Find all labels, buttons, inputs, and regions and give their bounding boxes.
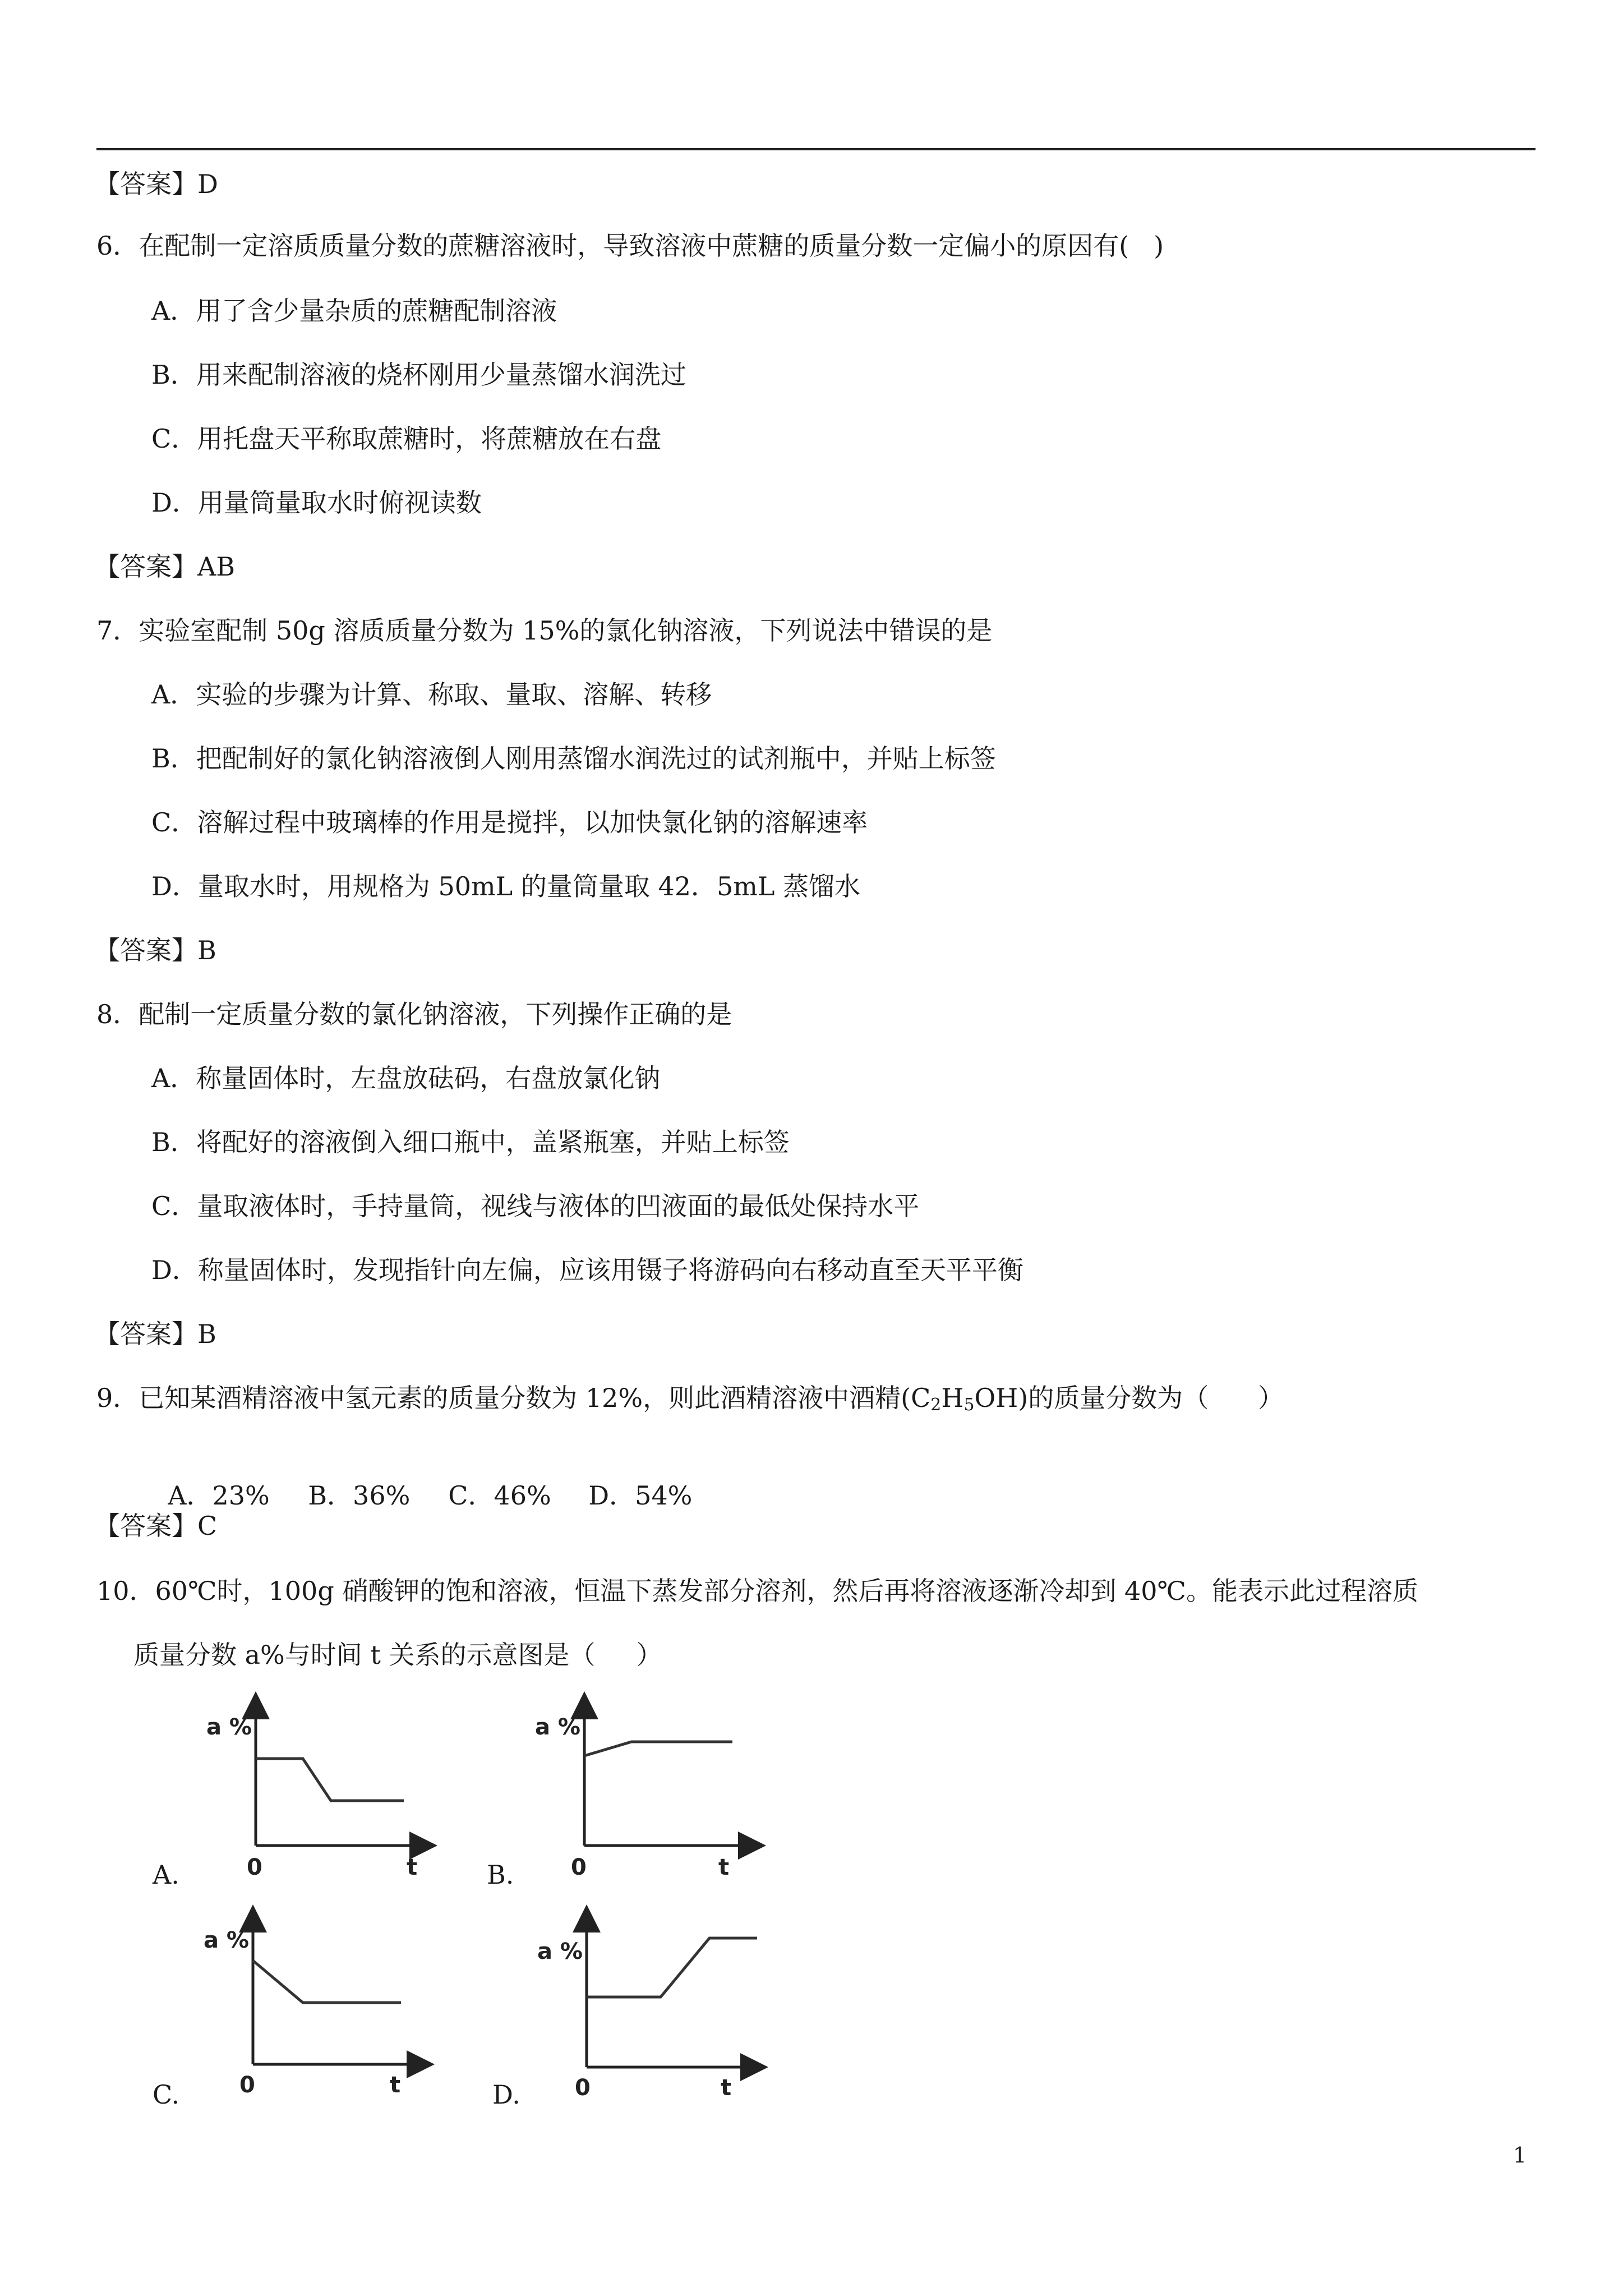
q8-stem: 8．配制一定质量分数的氯化钠溶液，下列操作正确的是 xyxy=(96,999,732,1029)
q10-stem-line1: 10．60℃时，100g 硝酸钾的饱和溶液，恒温下蒸发部分溶剂，然后再将溶液逐渐冷却到 40℃。能表示此过程溶质 xyxy=(96,1576,1419,1606)
chart-a-curve xyxy=(256,1759,404,1801)
q9-stem xyxy=(96,1381,1284,1415)
q6-option-d: D．用量筒量取水时俯视读数 xyxy=(151,487,482,518)
q6-answer: 【答案】AB xyxy=(94,551,236,582)
q9-sub2: 5 xyxy=(963,1395,975,1415)
chart-b-curve xyxy=(584,1742,732,1756)
chart-d-origin: 0 xyxy=(575,2075,591,2101)
q8-option-b: B．将配好的溶液倒入细口瓶中，盖紧瓶塞，并贴上标签 xyxy=(151,1127,790,1157)
q9-option-a: A．23% xyxy=(168,1480,270,1511)
chart-c-ylabel: a % xyxy=(204,1927,249,1953)
q9-stem-after: OH)的质量分数为（ ） xyxy=(974,1383,1284,1413)
chart-d-curve xyxy=(587,1938,757,1997)
q9-option-c: C．46% xyxy=(448,1480,551,1511)
q9-option-b: B．36% xyxy=(308,1480,411,1511)
q9-option-d: D．54% xyxy=(588,1480,693,1511)
q6-option-a: A．用了含少量杂质的蔗糖配制溶液 xyxy=(151,296,557,326)
page-number: 1 xyxy=(1513,2143,1527,2168)
q9-options xyxy=(151,1445,692,1512)
chart-c-curve xyxy=(253,1961,401,2003)
chart-a-letter: A. xyxy=(153,1860,179,1890)
header-rule xyxy=(96,148,1536,150)
chart-a-ylabel: a % xyxy=(206,1714,252,1740)
chart-a-origin: 0 xyxy=(247,1855,262,1880)
q7-stem: 7．实验室配制 50g 溶质质量分数为 15%的氯化钠溶液，下列说法中错误的是 xyxy=(96,615,993,646)
q8-answer: 【答案】B xyxy=(94,1319,216,1349)
chart-b-xlabel: t xyxy=(718,1855,730,1880)
q7-option-b: B．把配制好的氯化钠溶液倒人刚用蒸馏水润洗过的试剂瓶中，并贴上标签 xyxy=(151,743,996,774)
q10-stem-line2: 质量分数 a%与时间 t 关系的示意图是（ ） xyxy=(133,1640,662,1670)
q6-option-b: B．用来配制溶液的烧杯刚用少量蒸馏水润洗过 xyxy=(151,360,686,390)
q7-answer: 【答案】B xyxy=(94,935,216,965)
chart-d-letter: D. xyxy=(492,2079,520,2110)
chart-d-ylabel: a % xyxy=(537,1939,583,1964)
q5-answer: 【答案】D xyxy=(94,169,218,199)
chart-c-xlabel: t xyxy=(390,2072,401,2098)
chart-a-xlabel: t xyxy=(407,1855,418,1880)
chart-d xyxy=(533,1907,768,2101)
chart-c xyxy=(199,1907,435,2098)
q7-option-d: D．量取水时，用规格为 50mL 的量筒量取 42．5mL 蒸馏水 xyxy=(151,871,861,901)
q8-option-c: C．量取液体时，手持量筒，视线与液体的凹液面的最低处保持水平 xyxy=(151,1191,920,1221)
chart-b xyxy=(531,1694,766,1879)
q9-stem-mid: H xyxy=(941,1383,964,1413)
q7-option-c: C．溶解过程中玻璃棒的作用是搅拌，以加快氯化钠的溶解速率 xyxy=(151,807,868,838)
q9-sub1: 2 xyxy=(930,1395,942,1415)
chart-b-letter: B. xyxy=(487,1860,514,1890)
q8-option-d: D．称量固体时，发现指针向左偏，应该用镊子将游码向右移动直至天平平衡 xyxy=(151,1255,1023,1285)
chart-c-letter: C. xyxy=(153,2079,180,2110)
q6-option-c: C．用托盘天平称取蔗糖时，将蔗糖放在右盘 xyxy=(151,424,662,454)
chart-b-ylabel: a % xyxy=(535,1714,580,1740)
q7-option-a: A．实验的步骤为计算、称取、量取、溶解、转移 xyxy=(151,679,712,710)
chart-c-origin: 0 xyxy=(239,2072,255,2098)
q9-stem-before: 9．已知某酒精溶液中氢元素的质量分数为 12%，则此酒精溶液中酒精(C xyxy=(96,1383,931,1413)
chart-a xyxy=(202,1694,437,1879)
q8-option-a: A．称量固体时，左盘放砝码，右盘放氯化钠 xyxy=(151,1063,661,1093)
chart-d-xlabel: t xyxy=(721,2075,732,2101)
chart-b-origin: 0 xyxy=(571,1855,587,1880)
q6-stem: 6．在配制一定溶质质量分数的蔗糖溶液时，导致溶液中蔗糖的质量分数一定偏小的原因有( ) xyxy=(96,231,1164,261)
q9-answer: 【答案】C xyxy=(94,1511,218,1541)
